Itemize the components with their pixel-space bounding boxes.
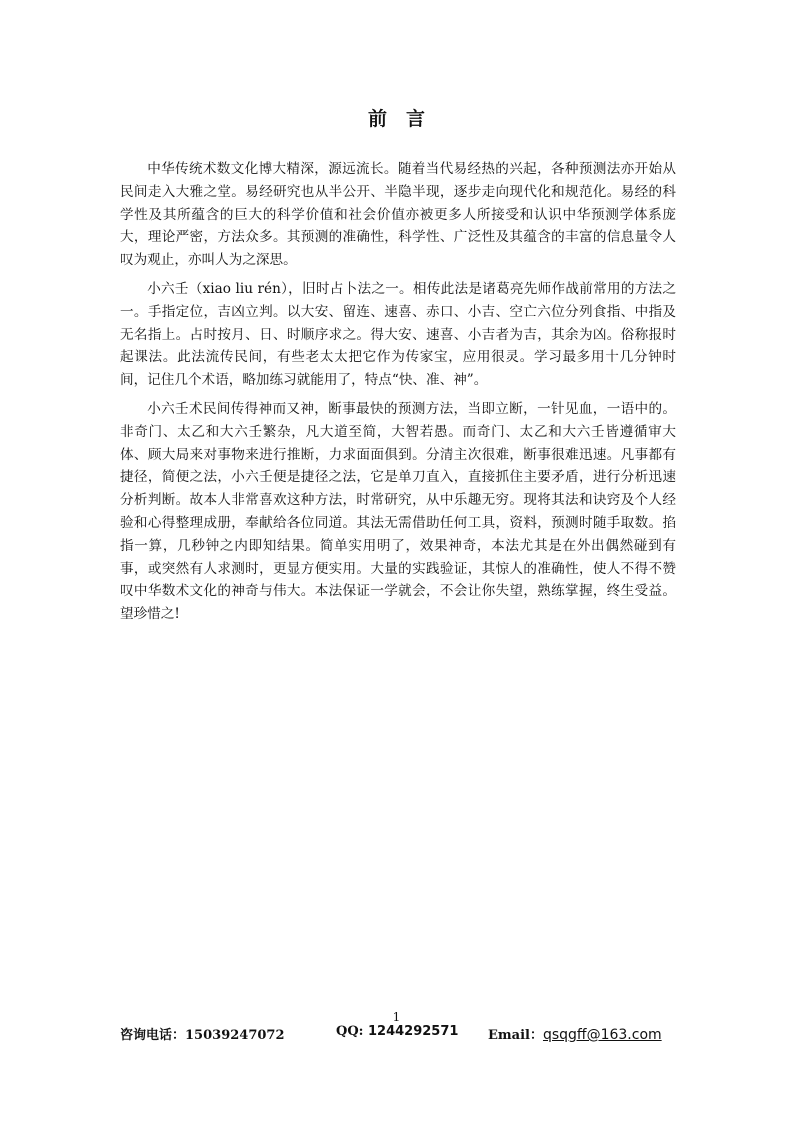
qq-contact bbox=[336, 1024, 458, 1039]
body-text bbox=[120, 158, 676, 632]
contact-footer bbox=[120, 1024, 680, 1044]
phone-label: 咨询电话： bbox=[120, 1028, 186, 1043]
qq-number: 1244292571 bbox=[367, 1024, 459, 1039]
paragraph-1: 中华传统术数文化博大精深，源远流长。随着当代易经热的兴起，各种预测法亦开始从民间走入大雅之堂。易经研究也从半公开、半隐半现，逐步走向现代化和规范化。易经的科学性及其所蕴含的巨大的科学价值和社会价值亦被更多人所接受和认识中华预测学体系庞大，理论严密，方法众多。其预测的准确性，科学性、广泛性及其蕴含的丰富的信息量令人叹为观止，亦叫人为之深思。 bbox=[120, 161, 676, 269]
qq-label: QQ: bbox=[336, 1024, 368, 1039]
paragraph-3: 小六壬术民间传得神而又神，断事最快的预测方法，当即立断，一针见血，一语中的。非奇门、太乙和大六壬繁杂，凡大道至简，大智若愚。而奇门、太乙和大六壬皆遵循审大体、顾大局来对事物来进行推断，力求面面俱到。分清主次很难，断事很难迅速。凡事都有捷径，简便之法，小六壬便是捷径之法，它是单刀直入，直接抓住主要矛盾，进行分析迅速分析判断。故本人非常喜欢这种方法，时常研究，从中乐趣无穷。现将其法和诀窍及个人经验和心得整理成册，奉献给各位同道。其法无需借助任何工具，资料，预测时随手取数。掐指一算，几秒钟之内即知结果。简单实用明了，效果神奇，本法尤其是在外出偶然碰到有事，或突然有人求测时，更显方便实用。大量的实践验证，其惊人的准确性，使人不得不赞叹中华数术文化的神奇与伟大。本法保证一学就会，不会让你失望，熟练掌握，终生受益。望珍惜之! bbox=[120, 400, 676, 623]
paragraph-2: 小六壬（xiao liu rén），旧时占卜法之一。相传此法是诸葛亮先师作战前常用的方法之一。手指定位，吉凶立判。以大安、留连、速喜、赤口、小吉、空亡六位分列食指、中指及无名指上。占时按月、日、时顺序求之。得大安、速喜、小吉者为吉，其余为凶。俗称报时起课法。此法流传民间，有些老太太把它作为传家宝，应用很灵。学习最多用十几分钟时间，记住几个术语，略加练习就能用了，特点“快、准、神”。 bbox=[120, 280, 676, 389]
page-title: 前 言 bbox=[367, 108, 425, 130]
phone-number: 15039247072 bbox=[185, 1028, 285, 1043]
email-contact bbox=[488, 1024, 662, 1043]
phone-contact bbox=[120, 1024, 285, 1043]
page-number: 1 bbox=[392, 1010, 401, 1024]
email-link[interactable]: qsqgff@163.com bbox=[542, 1027, 662, 1043]
email-label: Email： bbox=[488, 1028, 543, 1043]
